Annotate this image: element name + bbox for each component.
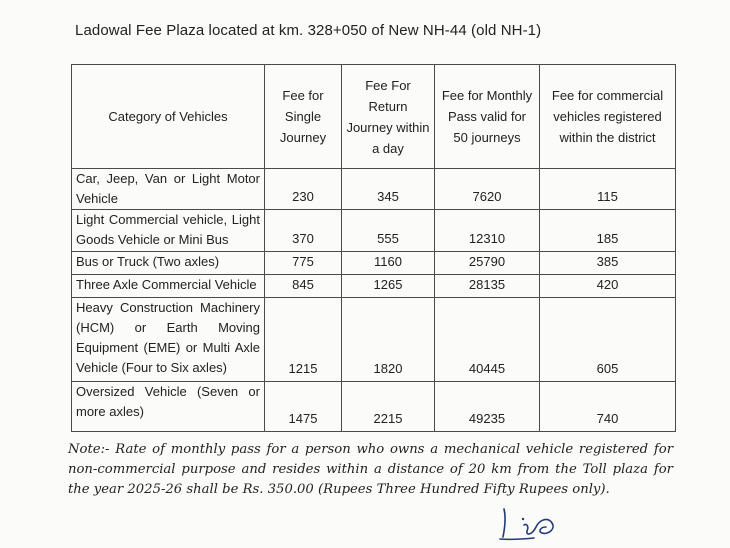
row-category: Car, Jeep, Van or Light Motor Vehicle (72, 169, 265, 210)
row-category: Heavy Construction Machinery (HCM) or Earth Moving Equipment (EME) or Multi Axle Vehicle (Four to Six axles) (72, 298, 265, 382)
row-return-fee: 555 (342, 210, 435, 252)
table-row (72, 275, 676, 298)
row-category: Light Commercial vehicle, Light Goods Vehicle or Mini Bus (72, 210, 265, 252)
row-single-fee: 1215 (265, 298, 342, 382)
row-return-fee: 1265 (342, 275, 435, 298)
row-monthly-fee: 40445 (435, 298, 540, 382)
row-single-fee: 1475 (265, 382, 342, 432)
row-commercial-fee: 385 (540, 252, 676, 275)
row-return-fee: 2215 (342, 382, 435, 432)
row-monthly-fee: 49235 (435, 382, 540, 432)
row-monthly-fee: 25790 (435, 252, 540, 275)
table-row (72, 252, 676, 275)
table-row (72, 298, 676, 382)
row-commercial-fee: 420 (540, 275, 676, 298)
row-commercial-fee: 605 (540, 298, 676, 382)
table-header-row (72, 65, 676, 169)
row-single-fee: 230 (265, 169, 342, 210)
row-commercial-fee: 185 (540, 210, 676, 252)
header-commercial-district: Fee for commercial vehicles registered within the district (540, 65, 676, 169)
row-single-fee: 775 (265, 252, 342, 275)
table-row (72, 210, 676, 252)
monthly-pass-note: Note:- Rate of monthly pass for a person who owns a mechanical vehicle registered for non-commercial purpose and resides within a distance of 20 km from the Toll plaza for the year 2025-26 shall be Rs. 350.00 (Rupees Three Hundred Fifty Rupees only). (68, 442, 673, 497)
row-commercial-fee: 115 (540, 169, 676, 210)
page-title: Ladowal Fee Plaza located at km. 328+050 of New NH-44 (old NH-1) (75, 22, 542, 39)
row-single-fee: 370 (265, 210, 342, 252)
row-monthly-fee: 12310 (435, 210, 540, 252)
row-monthly-fee: 7620 (435, 169, 540, 210)
table-row (72, 382, 676, 432)
row-return-fee: 1820 (342, 298, 435, 382)
handwritten-signature (490, 503, 570, 545)
row-single-fee: 845 (265, 275, 342, 298)
toll-fee-table (71, 64, 676, 432)
row-return-fee: 345 (342, 169, 435, 210)
row-category: Bus or Truck (Two axles) (72, 252, 265, 275)
row-return-fee: 1160 (342, 252, 435, 275)
header-monthly-pass: Fee for Monthly Pass valid for 50 journeys (435, 65, 540, 169)
row-monthly-fee: 28135 (435, 275, 540, 298)
table-row (72, 169, 676, 210)
header-category: Category of Vehicles (72, 65, 265, 169)
row-category: Three Axle Commercial Vehicle (72, 275, 265, 298)
header-single-journey: Fee for Single Journey (265, 65, 342, 169)
row-category: Oversized Vehicle (Seven or more axles) (72, 382, 265, 432)
row-commercial-fee: 740 (540, 382, 676, 432)
header-return-journey: Fee For Return Journey within a day (342, 65, 435, 169)
